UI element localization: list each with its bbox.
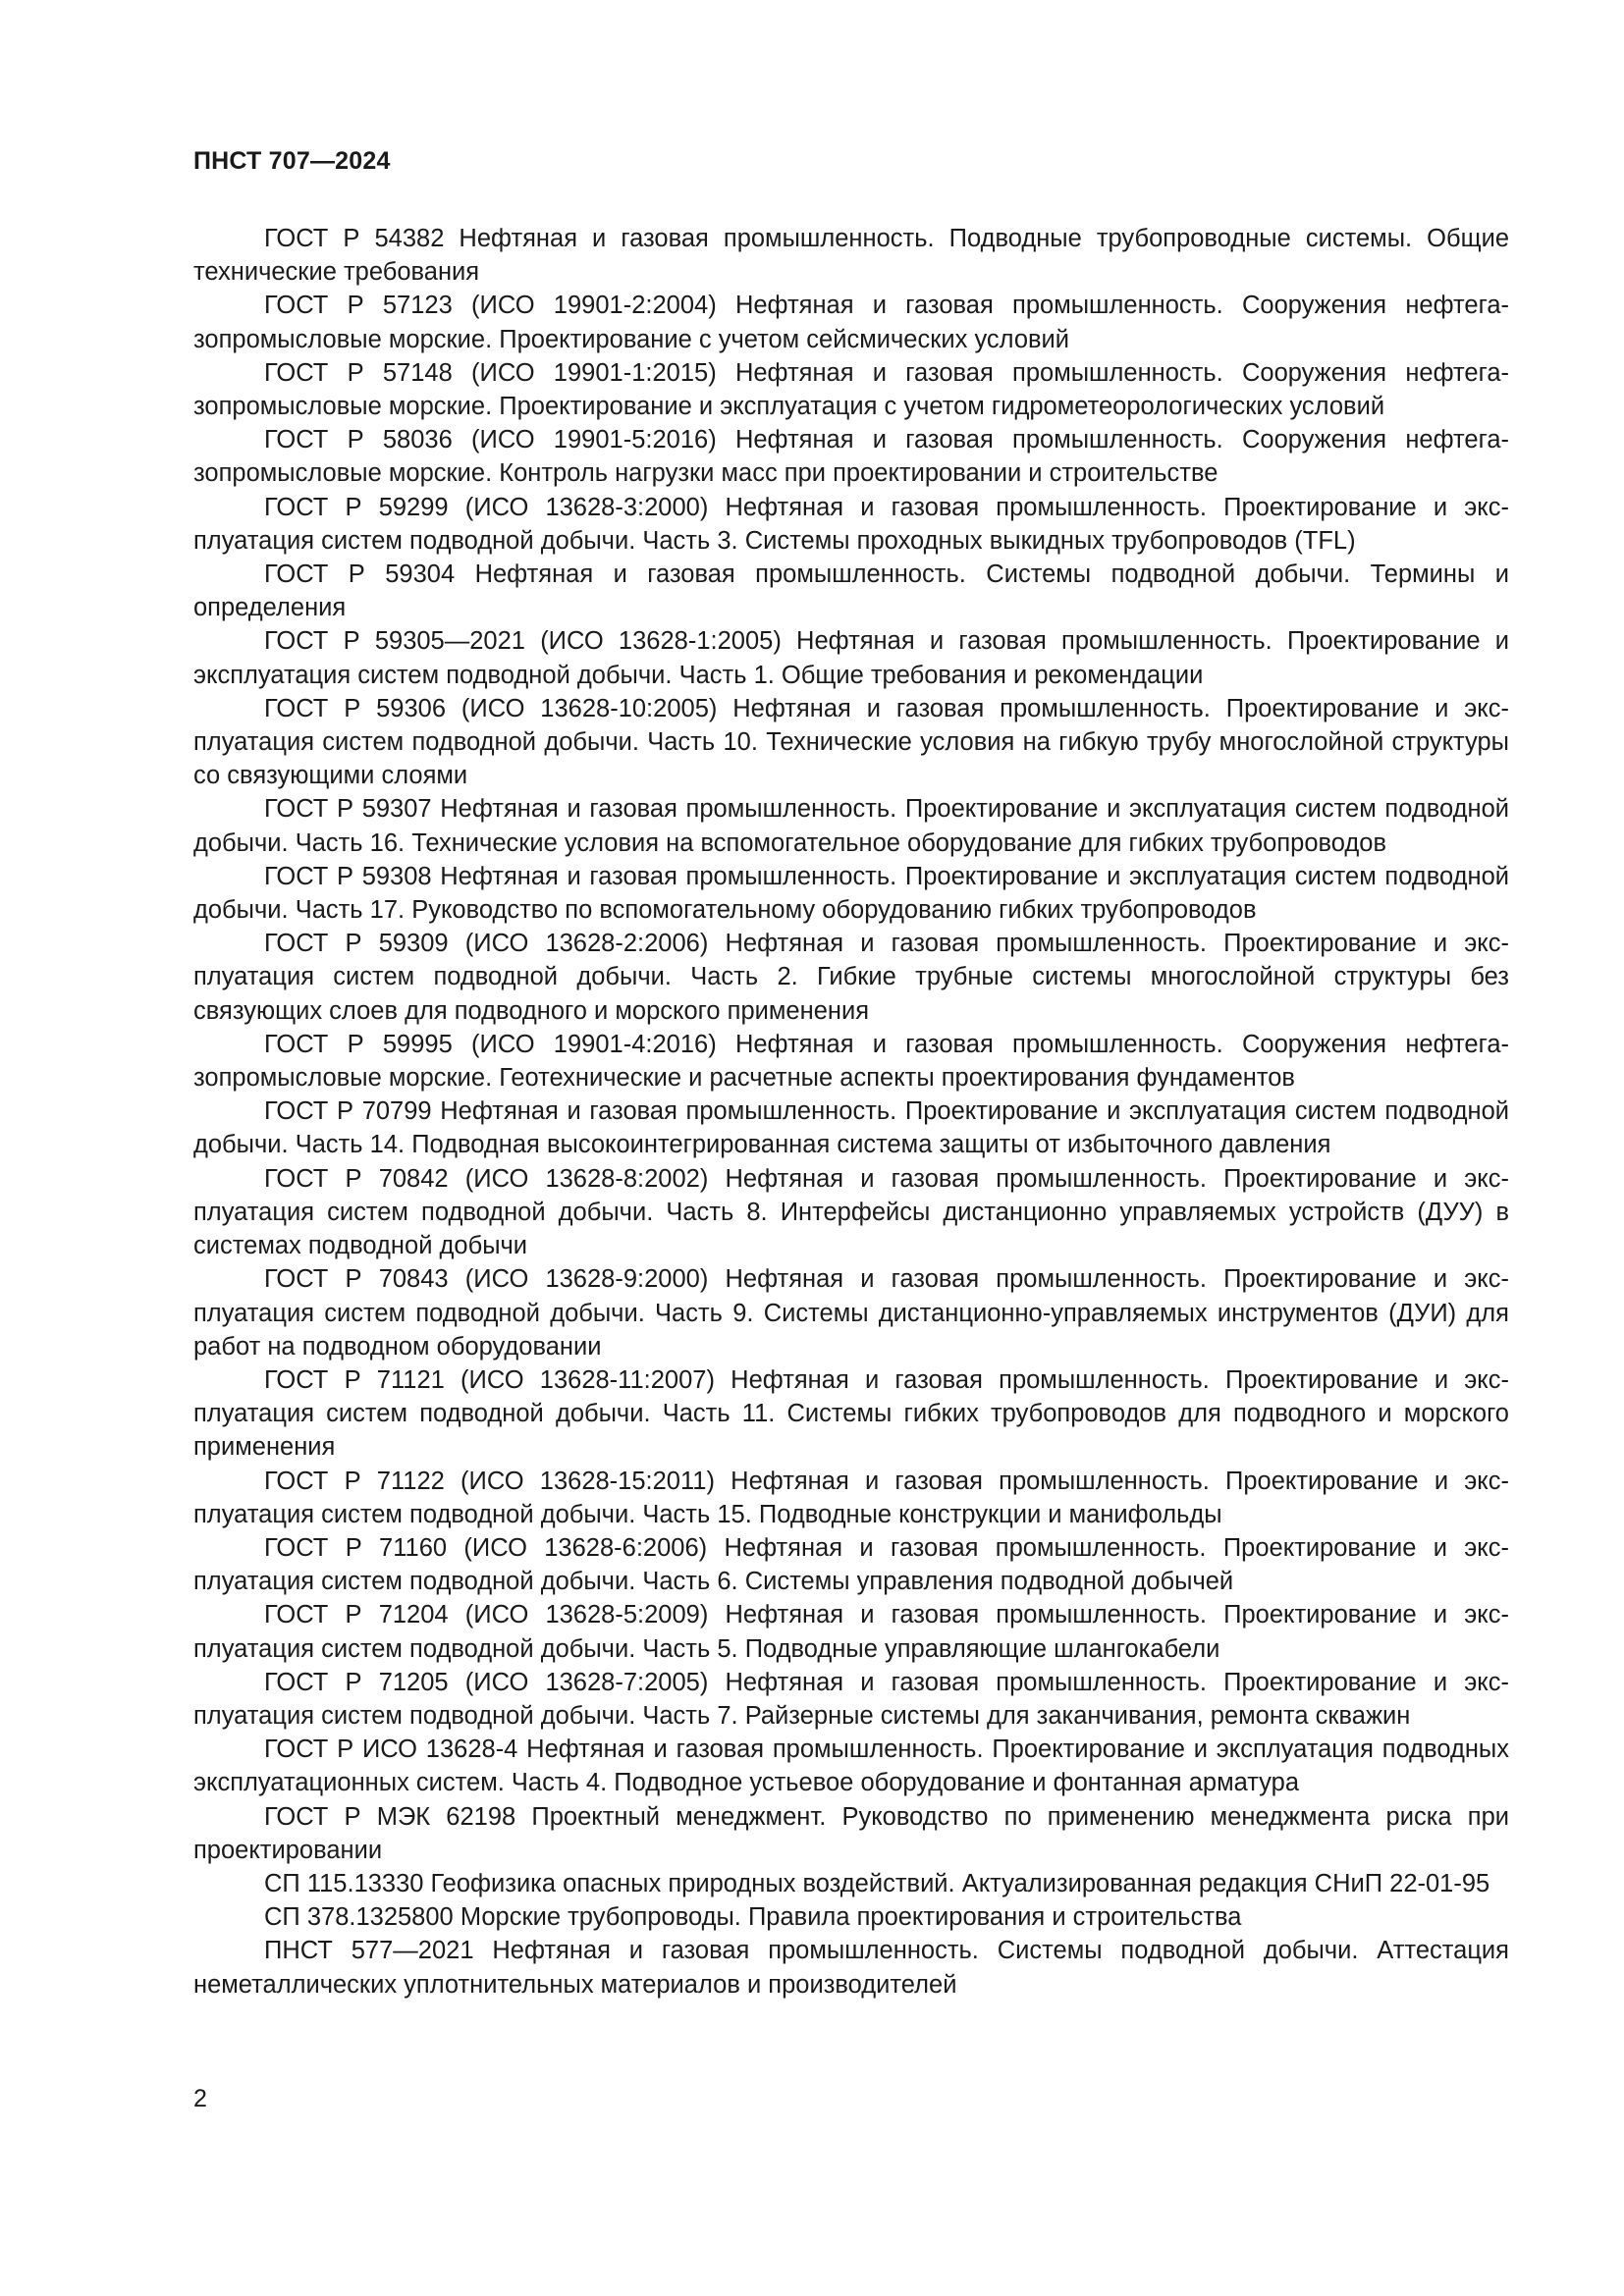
document-code-header: ПНСТ 707—2024 <box>193 147 391 175</box>
normative-references-list <box>193 222 1509 2002</box>
reference-entry: ГОСТ Р 71122 (ИСО 13628-15:2011) Нефтяная и газовая промышленность. Проектирование и эксплуатация систем подводной добычи. Часть 15. Подводные конструкции и манифольды <box>193 1467 1509 1528</box>
reference-entry: ГОСТ Р 54382 Нефтяная и газовая промышленность. Подводные трубопроводные системы. Общие технические требования <box>193 225 1509 287</box>
reference-entry: ГОСТ Р 70799 Нефтяная и газовая промышленность. Проектирование и эксплуатация систем подводной добычи. Часть 14. Подводная высокоинтегрированная система защиты от избыточного давления <box>193 1097 1509 1159</box>
reference-entry: ГОСТ Р 59307 Нефтяная и газовая промышленность. Проектирование и эксплуатация систем подводной добычи. Часть 16. Технические условия на вспомогательное оборудование для гибких трубопроводов <box>193 795 1509 857</box>
reference-entry: ГОСТ Р 71160 (ИСО 13628-6:2006) Нефтяная и газовая промышленность. Проектирование и эксплуатация систем подводной добычи. Часть 6. Системы управления подводной добычей <box>193 1533 1509 1596</box>
reference-entry: ГОСТ Р 59995 (ИСО 19901-4:2016) Нефтяная и газовая промышленность. Сооружения нефтегазопромысловые морские. Геотехнические и расчетные аспекты проектирования фундаментов <box>193 1030 1509 1093</box>
reference-entry: ГОСТ Р 59299 (ИСО 13628-3:2000) Нефтяная и газовая промышленность. Проектирование и эксплуатация систем подводной добычи. Часть 3. Системы проходных выкидных трубопроводов (TFL) <box>193 493 1509 555</box>
reference-entry: ГОСТ Р 71121 (ИСО 13628-11:2007) Нефтяная и газовая промышленность. Проектирование и эксплуатация систем подводной добычи. Часть 11. Системы гибких трубопроводов для подводного и морского применения <box>193 1365 1509 1462</box>
reference-entry: ГОСТ Р 57123 (ИСО 19901-2:2004) Нефтяная и газовая промышленность. Сооружения нефтегазопромысловые морские. Проектирование с учетом сейсмических условий <box>193 292 1509 353</box>
reference-entry: ГОСТ Р 71205 (ИСО 13628-7:2005) Нефтяная и газовая промышленность. Проектирование и эксплуатация систем подводной добычи. Часть 7. Райзерные системы для заканчивания, ремонта скважин <box>193 1668 1509 1730</box>
reference-entry: ГОСТ Р 70842 (ИСО 13628-8:2002) Нефтяная и газовая промышленность. Проектирование и эксплуатация систем подводной добычи. Часть 8. Интерфейсы дистанционно управляемых устройств (ДУУ) в системах подводной добычи <box>193 1164 1509 1260</box>
reference-entry: ПНСТ 577—2021 Нефтяная и газовая промышленность. Системы подводной добычи. Аттестация неметаллических уплотнительных материалов и производителей <box>193 1937 1509 1999</box>
reference-entry: ГОСТ Р МЭК 62198 Проектный менеджмент. Руководство по применению менеджмента риска при проектировании <box>193 1802 1509 1864</box>
reference-entry: СП 115.13330 Геофизика опасных природных воздействий. Актуализированная редакция СНиП 22-01-95 <box>264 1869 1490 1897</box>
reference-entry: ГОСТ Р 71204 (ИСО 13628-5:2009) Нефтяная и газовая промышленность. Проектирование и эксплуатация систем подводной добычи. Часть 5. Подводные управляющие шлангокабели <box>193 1601 1509 1663</box>
page-number: 2 <box>193 2085 207 2112</box>
reference-entry: ГОСТ Р 58036 (ИСО 19901-5:2016) Нефтяная и газовая промышленность. Сооружения нефтегазопромысловые морские. Контроль нагрузки масс при проектировании и строительстве <box>193 426 1509 488</box>
reference-entry: ГОСТ Р 59306 (ИСО 13628-10:2005) Нефтяная и газовая промышленность. Проектирование и эксплуатация систем подводной добычи. Часть 10. Технические условия на гибкую трубу многослойной структуры со связующими слоями <box>193 694 1509 790</box>
reference-entry: ГОСТ Р 59305—2021 (ИСО 13628-1:2005) Нефтяная и газовая промышленность. Проектирование и эксплуатация систем подводной добычи. Часть 1. Общие требования и рекомендации <box>193 627 1509 689</box>
reference-entry: ГОСТ Р 59304 Нефтяная и газовая промышленность. Системы подводной добычи. Термины и определения <box>193 561 1509 622</box>
reference-entry: ГОСТ Р 57148 (ИСО 19901-1:2015) Нефтяная и газовая промышленность. Сооружения нефтегазопромысловые морские. Проектирование и эксплуатация с учетом гидрометеорологических условий <box>193 358 1509 421</box>
reference-entry: ГОСТ Р 70843 (ИСО 13628-9:2000) Нефтяная и газовая промышленность. Проектирование и эксплуатация систем подводной добычи. Часть 9. Системы дистанционно-управляемых инструментов (ДУИ) для работ на подводном оборудовании <box>193 1265 1509 1361</box>
reference-entry: ГОСТ Р ИСО 13628-4 Нефтяная и газовая промышленность. Проектирование и эксплуатация подводных эксплуатационных систем. Часть 4. Подводное устьевое оборудование и фонтанная арматура <box>193 1735 1509 1797</box>
reference-entry: ГОСТ Р 59309 (ИСО 13628-2:2006) Нефтяная и газовая промышленность. Проектирование и эксплуатация систем подводной добычи. Часть 2. Гибкие трубные системы многослойной структуры без связующих слоев для подводного и морского применения <box>193 930 1509 1025</box>
reference-entry: СП 378.1325800 Морские трубопроводы. Правила проектирования и строительства <box>264 1903 1242 1932</box>
reference-entry: ГОСТ Р 59308 Нефтяная и газовая промышленность. Проектирование и эксплуатация систем подводной добычи. Часть 17. Руководство по вспомогательному оборудованию гибких трубопроводов <box>193 862 1509 925</box>
